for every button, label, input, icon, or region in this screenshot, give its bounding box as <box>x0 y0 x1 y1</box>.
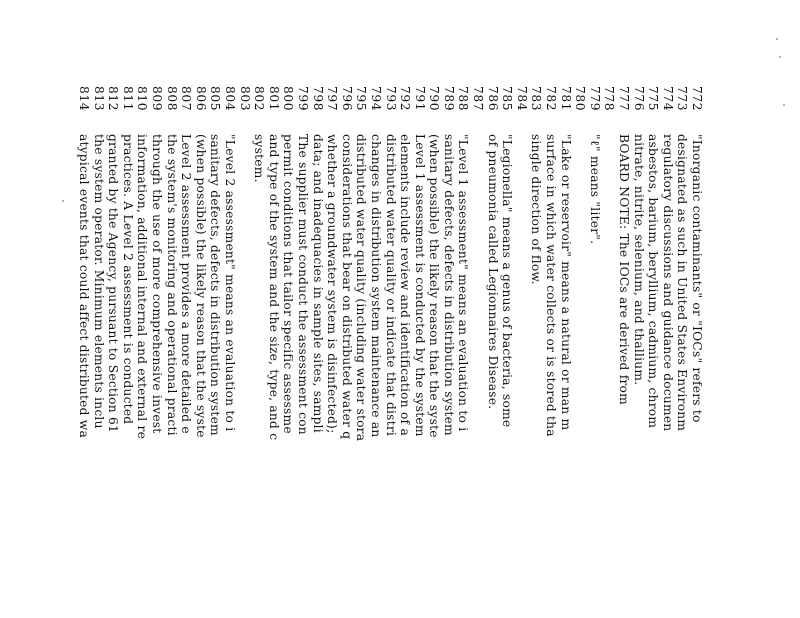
line-number: 795 <box>354 86 369 112</box>
line-number: 801 <box>266 86 281 112</box>
paragraph-gap <box>602 134 617 618</box>
line-number: 786 <box>485 86 500 112</box>
paragraph-gap <box>471 134 486 618</box>
line-number-column <box>76 86 704 114</box>
text-line: "Level 2 assessment" means an evaluation to i <box>223 134 237 432</box>
text-line: The supplier must conduct the assessment con <box>295 134 310 435</box>
text-line: BOARD NOTE: The IOCs are derived from <box>617 134 632 405</box>
line-number: 813 <box>91 86 106 112</box>
text-line: (when possible) the likely reason that the syste <box>427 134 442 438</box>
definition-liter <box>587 134 602 618</box>
text-line: granted by the Agency, pursuant to Section 61 <box>106 134 121 434</box>
line-number: 811 <box>120 86 135 112</box>
text-line: considerations that bear on distributed water q <box>339 134 354 440</box>
paragraph-gap <box>514 134 529 618</box>
line-number: 778 <box>602 86 617 112</box>
text-line: system. <box>252 134 267 183</box>
text-line: regulatory discussions and guidance documen <box>660 134 675 432</box>
text-line: whether a groundwater system is disinfected); <box>325 134 340 434</box>
line-number: 779 <box>587 86 602 112</box>
line-number: 807 <box>179 86 194 112</box>
text-line: "Legionella" means a genus of bacteria, some <box>500 134 515 428</box>
line-number: 792 <box>398 86 413 112</box>
text-line: "ℓ" means "liter". <box>587 134 602 245</box>
text-line: through the use of more comprehensive invest <box>150 134 165 434</box>
text-line: information, additional internal and external re <box>135 134 150 440</box>
definition-level-1-assessment <box>252 134 471 618</box>
line-number: 794 <box>368 86 383 112</box>
line-number: 796 <box>339 86 354 112</box>
line-number: 776 <box>631 86 646 112</box>
line-number: 812 <box>106 86 121 112</box>
text-line: practices. A Level 2 assessment is conducted <box>120 134 135 425</box>
text-line: and type of the system and the size, type, and c <box>266 134 281 441</box>
definitions-text <box>76 134 704 618</box>
scan-speck <box>62 200 64 202</box>
scan-speck <box>783 104 785 106</box>
text-line: the system operator. Minimum elements inclu <box>91 134 106 429</box>
line-number: 780 <box>573 86 588 112</box>
line-number: 787 <box>471 86 486 112</box>
text-line: "Lake or reservoir" means a natural or man m <box>558 134 573 431</box>
text-line: designated as such in United States Environm <box>675 134 690 432</box>
text-line: Level 2 assessment provides a more detailed e <box>179 134 194 434</box>
text-line: (when possible) the likely reason that the syste <box>193 134 208 438</box>
line-number: 799 <box>295 86 310 112</box>
line-number: 806 <box>193 86 208 112</box>
paragraph-gap <box>573 134 588 618</box>
line-number: 774 <box>660 86 675 112</box>
text-line: distributed water quality or indicate that distri <box>383 134 398 437</box>
text-line: the system's monitoring and operational practi <box>164 134 179 436</box>
definition-inorganic-contaminants <box>616 134 704 618</box>
line-number: 781 <box>558 86 573 112</box>
text-line: of pneumonia called Legionnaires Disease. <box>485 134 500 410</box>
text-line: Level 1 assessment is conducted by the system <box>412 134 427 437</box>
definition-level-2-assessment <box>76 134 237 618</box>
line-number: 800 <box>281 86 296 112</box>
line-number: 782 <box>544 86 559 112</box>
line-number: 773 <box>675 86 690 112</box>
line-number: 793 <box>383 86 398 112</box>
text-line: data; and inadequacies in sample sites, sampli <box>310 134 325 433</box>
text-line: "Level 1 assessment" means an evaluation to i <box>456 134 471 432</box>
line-number: 775 <box>646 86 661 112</box>
text-line: elements include review and identification of a <box>398 134 413 436</box>
line-number: 783 <box>529 86 544 112</box>
text-line: changes in distribution system maintenance an <box>368 134 383 438</box>
line-number: 790 <box>427 86 442 112</box>
text-line: single direction of flow. <box>529 134 544 285</box>
text-line: sanitary defects, defects in distribution system <box>208 134 223 436</box>
paragraph-gap <box>237 134 252 618</box>
line-number: 777 <box>617 86 632 112</box>
line-number: 805 <box>208 86 223 112</box>
line-number: 798 <box>310 86 325 112</box>
scan-speck <box>779 56 781 58</box>
line-number: 804 <box>223 86 237 112</box>
text-line: atypical events that could affect distributed wa <box>77 134 92 438</box>
line-number: 788 <box>456 86 471 112</box>
text-line: distributed water quality (including water stora <box>354 134 369 442</box>
line-number: 810 <box>135 86 150 112</box>
text-line: surface in which water collects or is stored tha <box>544 134 559 437</box>
text-line: sanitary defects, defects in distribution system <box>441 134 456 436</box>
definition-lake-or-reservoir <box>529 134 573 618</box>
line-number: 784 <box>514 86 529 112</box>
line-number: 802 <box>252 86 267 112</box>
line-number: 808 <box>164 86 179 112</box>
line-number: 772 <box>690 86 704 112</box>
text-line: asbestos, barium, beryllium, cadmium, chrom <box>646 134 661 429</box>
text-line: nitrate, nitrite, selenium, and thallium. <box>631 134 646 386</box>
line-number: 814 <box>77 86 92 112</box>
line-number: 803 <box>237 86 252 112</box>
text-line: permit conditions that tailor specific assessme <box>281 134 296 434</box>
line-number: 809 <box>150 86 165 112</box>
line-number: 797 <box>325 86 340 112</box>
line-number: 791 <box>412 86 427 112</box>
scan-speck <box>776 38 778 40</box>
definition-legionella <box>485 134 514 618</box>
text-line: "Inorganic contaminants" or "IOCs" refers to <box>690 134 704 423</box>
line-number: 789 <box>441 86 456 112</box>
line-number: 785 <box>500 86 515 112</box>
